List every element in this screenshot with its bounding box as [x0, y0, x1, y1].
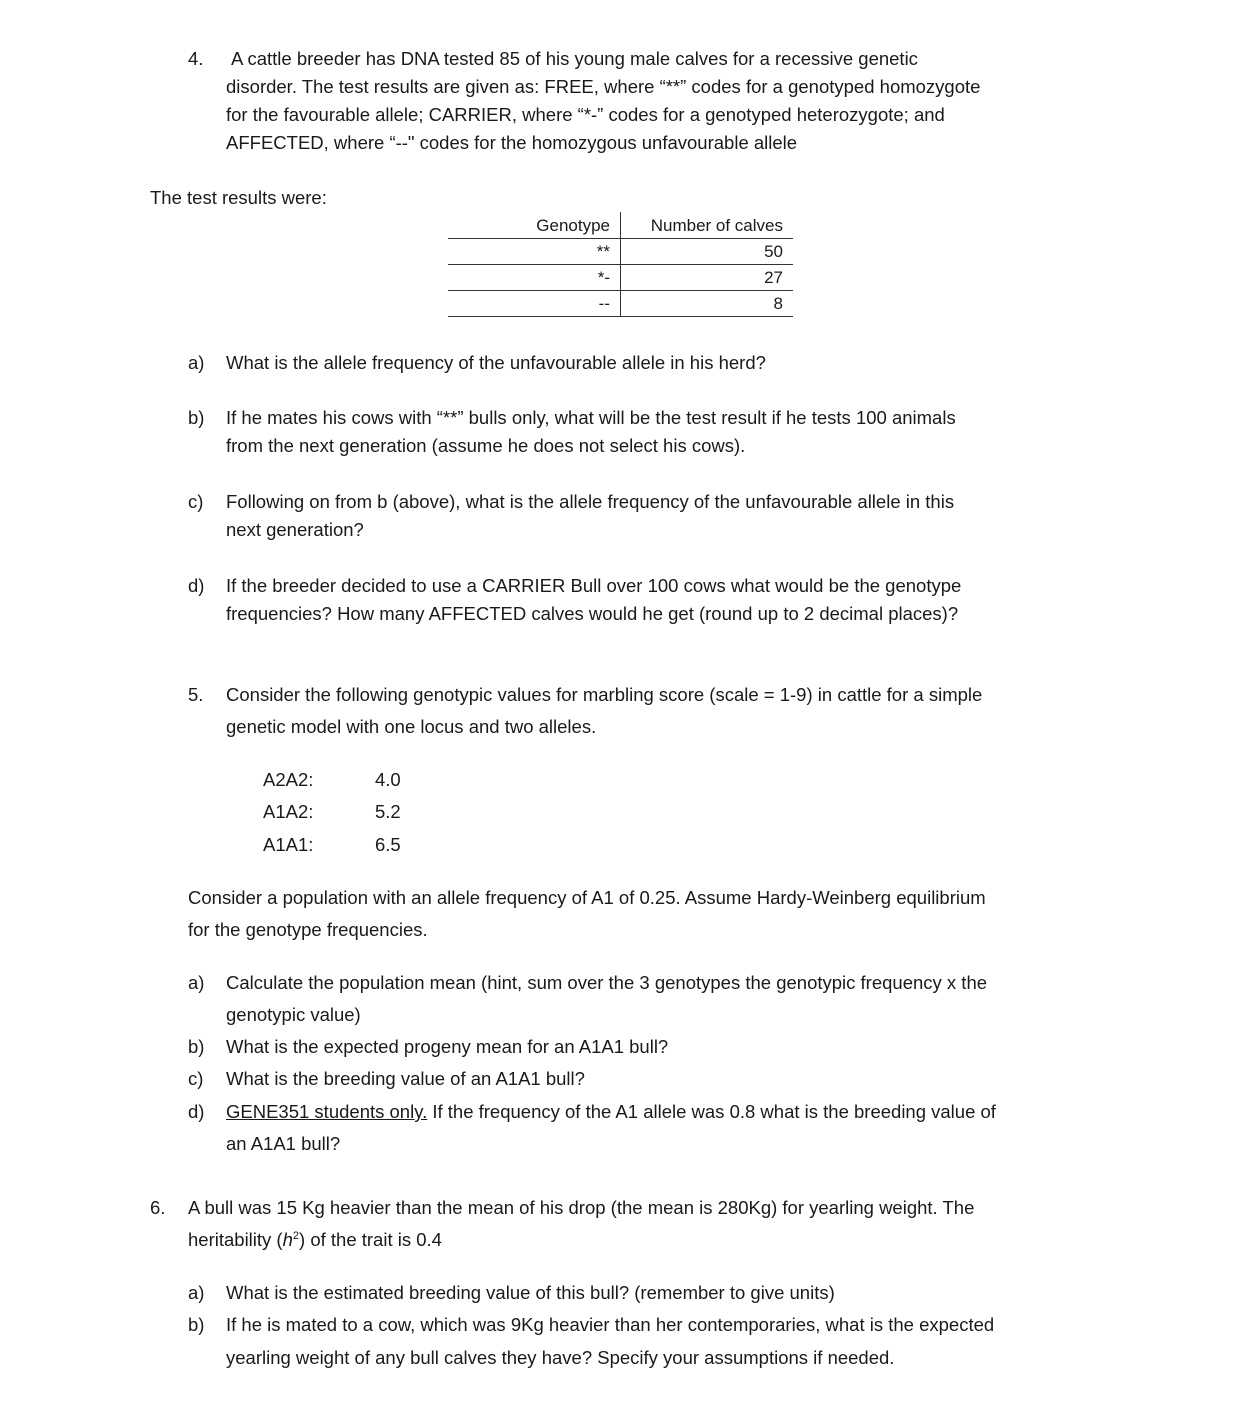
heritability-symbol: h [282, 1229, 293, 1250]
superscript: 2 [292, 1229, 300, 1242]
population-text: for the genotype frequencies. [188, 919, 428, 940]
question-5-text: Consider the following genotypic values for marbling score (scale = 1-9) in cattle for a simple [226, 684, 983, 705]
genotype-value: 6.5 [375, 834, 401, 855]
part-text-rest: If the frequency of the A1 allele was 0.8 what is the breeding value of [427, 1101, 996, 1122]
genotype-cell: -- [448, 291, 621, 317]
part-text: If he mates his cows with “**” bulls only, what will be the test result if he tests 100 animals [226, 407, 956, 428]
question-4-text: disorder. The test results are given as: FREE, where “**” codes for a genotyped homozygote [226, 76, 981, 97]
part-label: a) [188, 1282, 205, 1303]
results-intro: The test results were: [150, 187, 327, 208]
table-row [448, 265, 793, 291]
part-label: c) [188, 491, 204, 512]
part-label: a) [188, 972, 205, 993]
genotype-table [448, 212, 793, 317]
part-text [226, 1100, 996, 1124]
question-4-text: AFFECTED, where “--" codes for the homozygous unfavourable allele [226, 132, 798, 153]
part-text: from the next generation (assume he does not select his cows). [226, 435, 746, 456]
column-header-genotype: Genotype [448, 212, 621, 239]
genotype-cell: *- [448, 265, 621, 291]
question-4-number: 4. [188, 48, 204, 69]
part-text: frequencies? How many AFFECTED calves would he get (round up to 2 decimal places)? [226, 603, 959, 624]
part-label: b) [188, 1314, 205, 1335]
question-4-text: A cattle breeder has DNA tested 85 of his young male calves for a recessive genetic [231, 48, 918, 69]
part-label: b) [188, 1036, 205, 1057]
part-text: What is the allele frequency of the unfavourable allele in his herd? [226, 352, 766, 373]
question-4-text: for the favourable allele; CARRIER, where “*-” codes for a genotyped heterozygote; and [226, 104, 945, 125]
genotype-cell: ** [448, 239, 621, 265]
count-cell: 50 [764, 242, 783, 261]
question-5-text: genetic model with one locus and two alleles. [226, 716, 597, 737]
question-6-number: 6. [150, 1197, 166, 1218]
part-label: a) [188, 352, 205, 373]
part-text: If he is mated to a cow, which was 9Kg heavier than her contemporaries, what is the expected [226, 1314, 995, 1335]
population-text: Consider a population with an allele frequency of A1 of 0.25. Assume Hardy-Weinberg equilibrium [188, 887, 986, 908]
count-cell: 8 [773, 294, 783, 313]
part-text: Calculate the population mean (hint, sum over the 3 genotypes the genotypic frequency x the [226, 972, 988, 993]
part-text: What is the breeding value of an A1A1 bull? [226, 1068, 585, 1089]
text: heritability ( [188, 1229, 283, 1250]
table-row [448, 239, 793, 265]
part-label: d) [188, 575, 205, 596]
part-label: d) [188, 1101, 205, 1122]
part-text: yearling weight of any bull calves they have? Specify your assumptions if needed. [226, 1347, 895, 1368]
table-row [448, 291, 793, 317]
question-6-text [188, 1228, 442, 1252]
question-6-text: A bull was 15 Kg heavier than the mean of his drop (the mean is 280Kg) for yearling weight. The [188, 1197, 975, 1218]
count-cell: 27 [764, 268, 783, 287]
part-text: genotypic value) [226, 1004, 361, 1025]
gene351-note: GENE351 students only. [226, 1101, 428, 1122]
genotype-name: A1A1: [263, 834, 314, 855]
part-text: What is the expected progeny mean for an A1A1 bull? [226, 1036, 669, 1057]
question-5-number: 5. [188, 684, 204, 705]
genotype-value: 5.2 [375, 801, 401, 822]
table-header-row [448, 212, 793, 239]
column-header-number: Number of calves [650, 215, 783, 235]
part-text: Following on from b (above), what is the allele frequency of the unfavourable allele in this [226, 491, 955, 512]
part-text: an A1A1 bull? [226, 1133, 341, 1154]
part-label: b) [188, 407, 205, 428]
part-text: If the breeder decided to use a CARRIER Bull over 100 cows what would be the genotype [226, 575, 962, 596]
part-label: c) [188, 1068, 204, 1089]
genotype-name: A1A2: [263, 801, 314, 822]
text: ) of the trait is 0.4 [299, 1229, 442, 1250]
part-text: What is the estimated breeding value of this bull? (remember to give units) [226, 1282, 835, 1303]
genotype-value: 4.0 [375, 769, 401, 790]
part-text: next generation? [226, 519, 364, 540]
genotype-name: A2A2: [263, 769, 314, 790]
